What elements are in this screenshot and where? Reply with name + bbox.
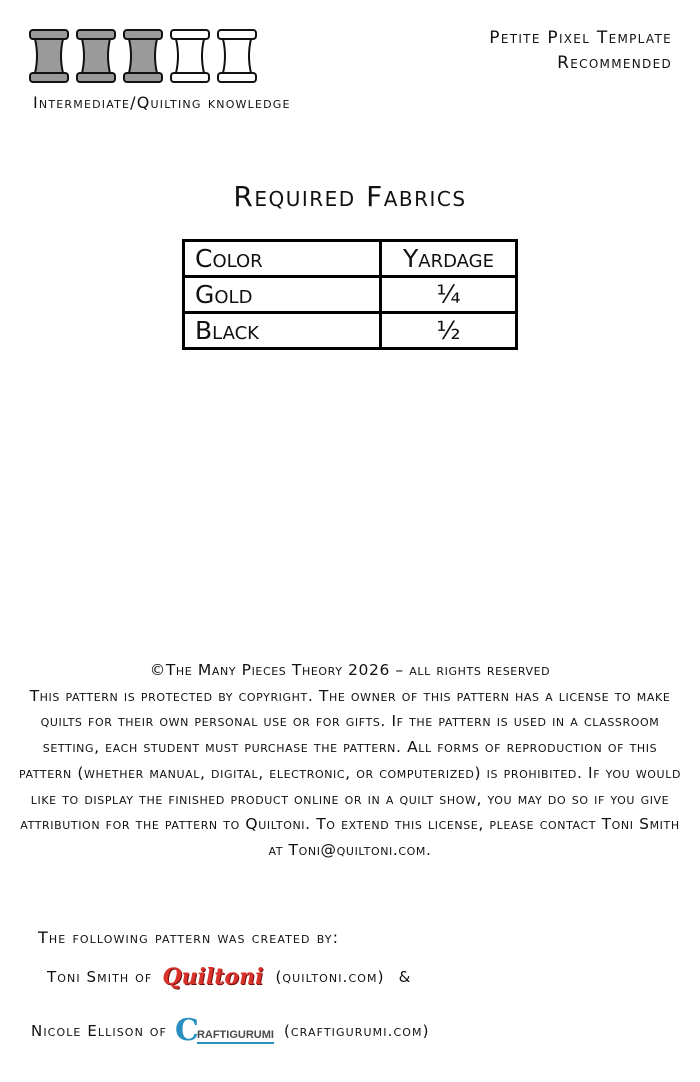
fabric-color-cell: Gold [184, 277, 381, 313]
table-row [184, 277, 517, 313]
header-color: Color [184, 241, 381, 277]
fabrics-table [182, 239, 518, 350]
template-note-line2: Recommended [557, 53, 672, 73]
credit-joiner: & [398, 968, 412, 986]
template-note-line1: Petite Pixel Template [489, 28, 672, 48]
fabric-yardage-cell: ¼ [381, 277, 517, 313]
credit-designer-1 [47, 964, 411, 990]
fabric-yardage-cell: ½ [381, 313, 517, 349]
fabric-color-cell: Black [184, 313, 381, 349]
copyright-body: This pattern is protected by copyright. The owner of this pattern has a license to make quilts for their own personal use or for gifts. If the pattern is used in a classroom setting, each student must purchase the pattern. All forms of reproduction of this pattern (whether manual, digital, electronic, or computerized) is prohibited. If you would like to display the finished product online or in a quilt show, you may do so if you give attribution for the pattern to Quiltoni. To extend this license, please contact Toni Smith at Toni@quiltoni.com. [18, 686, 682, 859]
copyright-heading: ©The Many Pieces Theory 2026 – all rights reserved [149, 661, 551, 679]
quiltoni-logo: Quiltoni [162, 964, 264, 990]
spool-filled-icon [28, 28, 70, 84]
header-yardage: Yardage [381, 241, 517, 277]
spool-empty-icon [169, 28, 211, 84]
table-header-row [184, 241, 517, 277]
difficulty-label: Intermediate/Quilting knowledge [33, 93, 291, 112]
template-note [489, 26, 672, 76]
designer-1-name: Toni Smith of [47, 968, 153, 986]
difficulty-spools [28, 28, 258, 84]
designer-1-site: (quiltoni.com) [275, 968, 385, 986]
craftigurumi-logo: C RAFTIGURUMI [174, 1013, 274, 1048]
spool-filled-icon [122, 28, 164, 84]
designer-2-name: Nicole Ellison of [31, 1022, 167, 1040]
fabrics-title: Required Fabrics [233, 180, 467, 213]
designer-2-site: (craftigurumi.com) [283, 1022, 430, 1040]
credit-designer-2 [31, 1013, 430, 1048]
spool-filled-icon [75, 28, 117, 84]
table-row [184, 313, 517, 349]
copyright-notice [18, 658, 682, 864]
credits-heading: The following pattern was created by: [38, 928, 340, 947]
spool-empty-icon [216, 28, 258, 84]
